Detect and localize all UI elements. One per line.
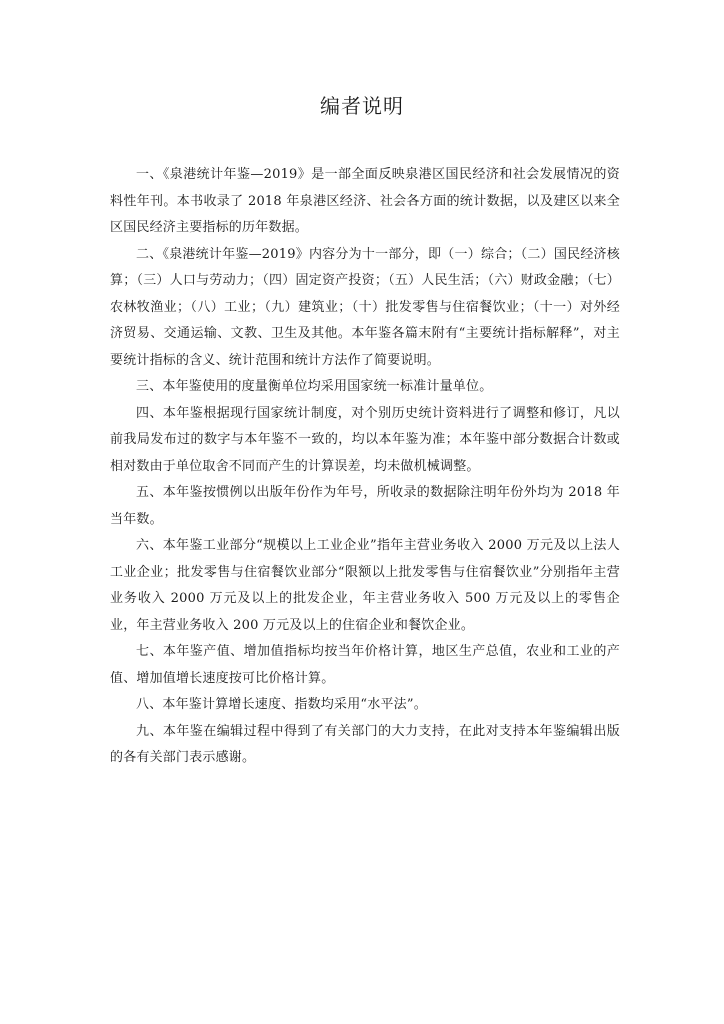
paragraph-8: 八、本年鉴计算增长速度、指数均采用“水平法”。: [136, 697, 427, 712]
paragraph-7: 七、本年鉴产值、增加值指标均按当年价格计算，地区生产总值，农业和工业的产值、增加值增长速度按可比价格计算。: [110, 644, 620, 686]
paragraph-3: 三、本年鉴使用的度量衡单位均采用国家统一标准计量单位。: [136, 379, 493, 394]
paragraph-9: 九、本年鉴在编辑过程中得到了有关部门的大力支持，在此对支持本年鉴编辑出版的各有关部门表示感谢。: [110, 723, 620, 765]
page-title: 编者说明: [320, 94, 404, 118]
paragraph-5: 五、本年鉴按惯例以出版年份作为年号，所收录的数据除注明年份外均为 2018 年当年数。: [110, 485, 620, 527]
paragraph-4: 四、本年鉴根据现行国家统计制度，对个别历史统计资料进行了调整和修订，凡以前我局发布过的数字与本年鉴不一致的，均以本年鉴为准；本年鉴中部分数据合计数或相对数由于单位取舍不同而产生的计算误差，均未做机械调整。: [110, 405, 620, 474]
paragraph-1: 一、《泉港统计年鉴—2019》是一部全面反映泉港区国民经济和社会发展情况的资料性年刊。本书收录了 2018 年泉港区经济、社会各方面的统计数据，以及建区以来全区国民经济主要指标的历年数据。: [110, 167, 620, 235]
paragraph-6: 六、本年鉴工业部分“规模以上工业企业”指年主营业务收入 2000 万元及以上法人工业企业；批发零售与住宿餐饮业部分“限额以上批发零售与住宿餐饮业”分别指年主营业务收入 2000 万元及以上的批发企业，年主营业务收入 500 万元及以上的零售企业，年主营业务收入 200 万元及以上的住宿企业和餐饮企业。: [110, 538, 620, 633]
paragraph-2: 二、《泉港统计年鉴—2019》内容分为十一部分，即（一）综合；（二）国民经济核算；（三）人口与劳动力；（四）固定资产投资；（五）人民生活；（六）财政金融；（七）农林牧渔业；（八）工业；（九）建筑业；（十）批发零售与住宿餐饮业；（十一）对外经济贸易、交通运输、文教、卫生及其他。本年鉴各篇末附有“主要统计指标解释”，对主要统计指标的含义、统计范围和统计方法作了简要说明。: [110, 246, 620, 368]
document-body: [110, 162, 620, 772]
